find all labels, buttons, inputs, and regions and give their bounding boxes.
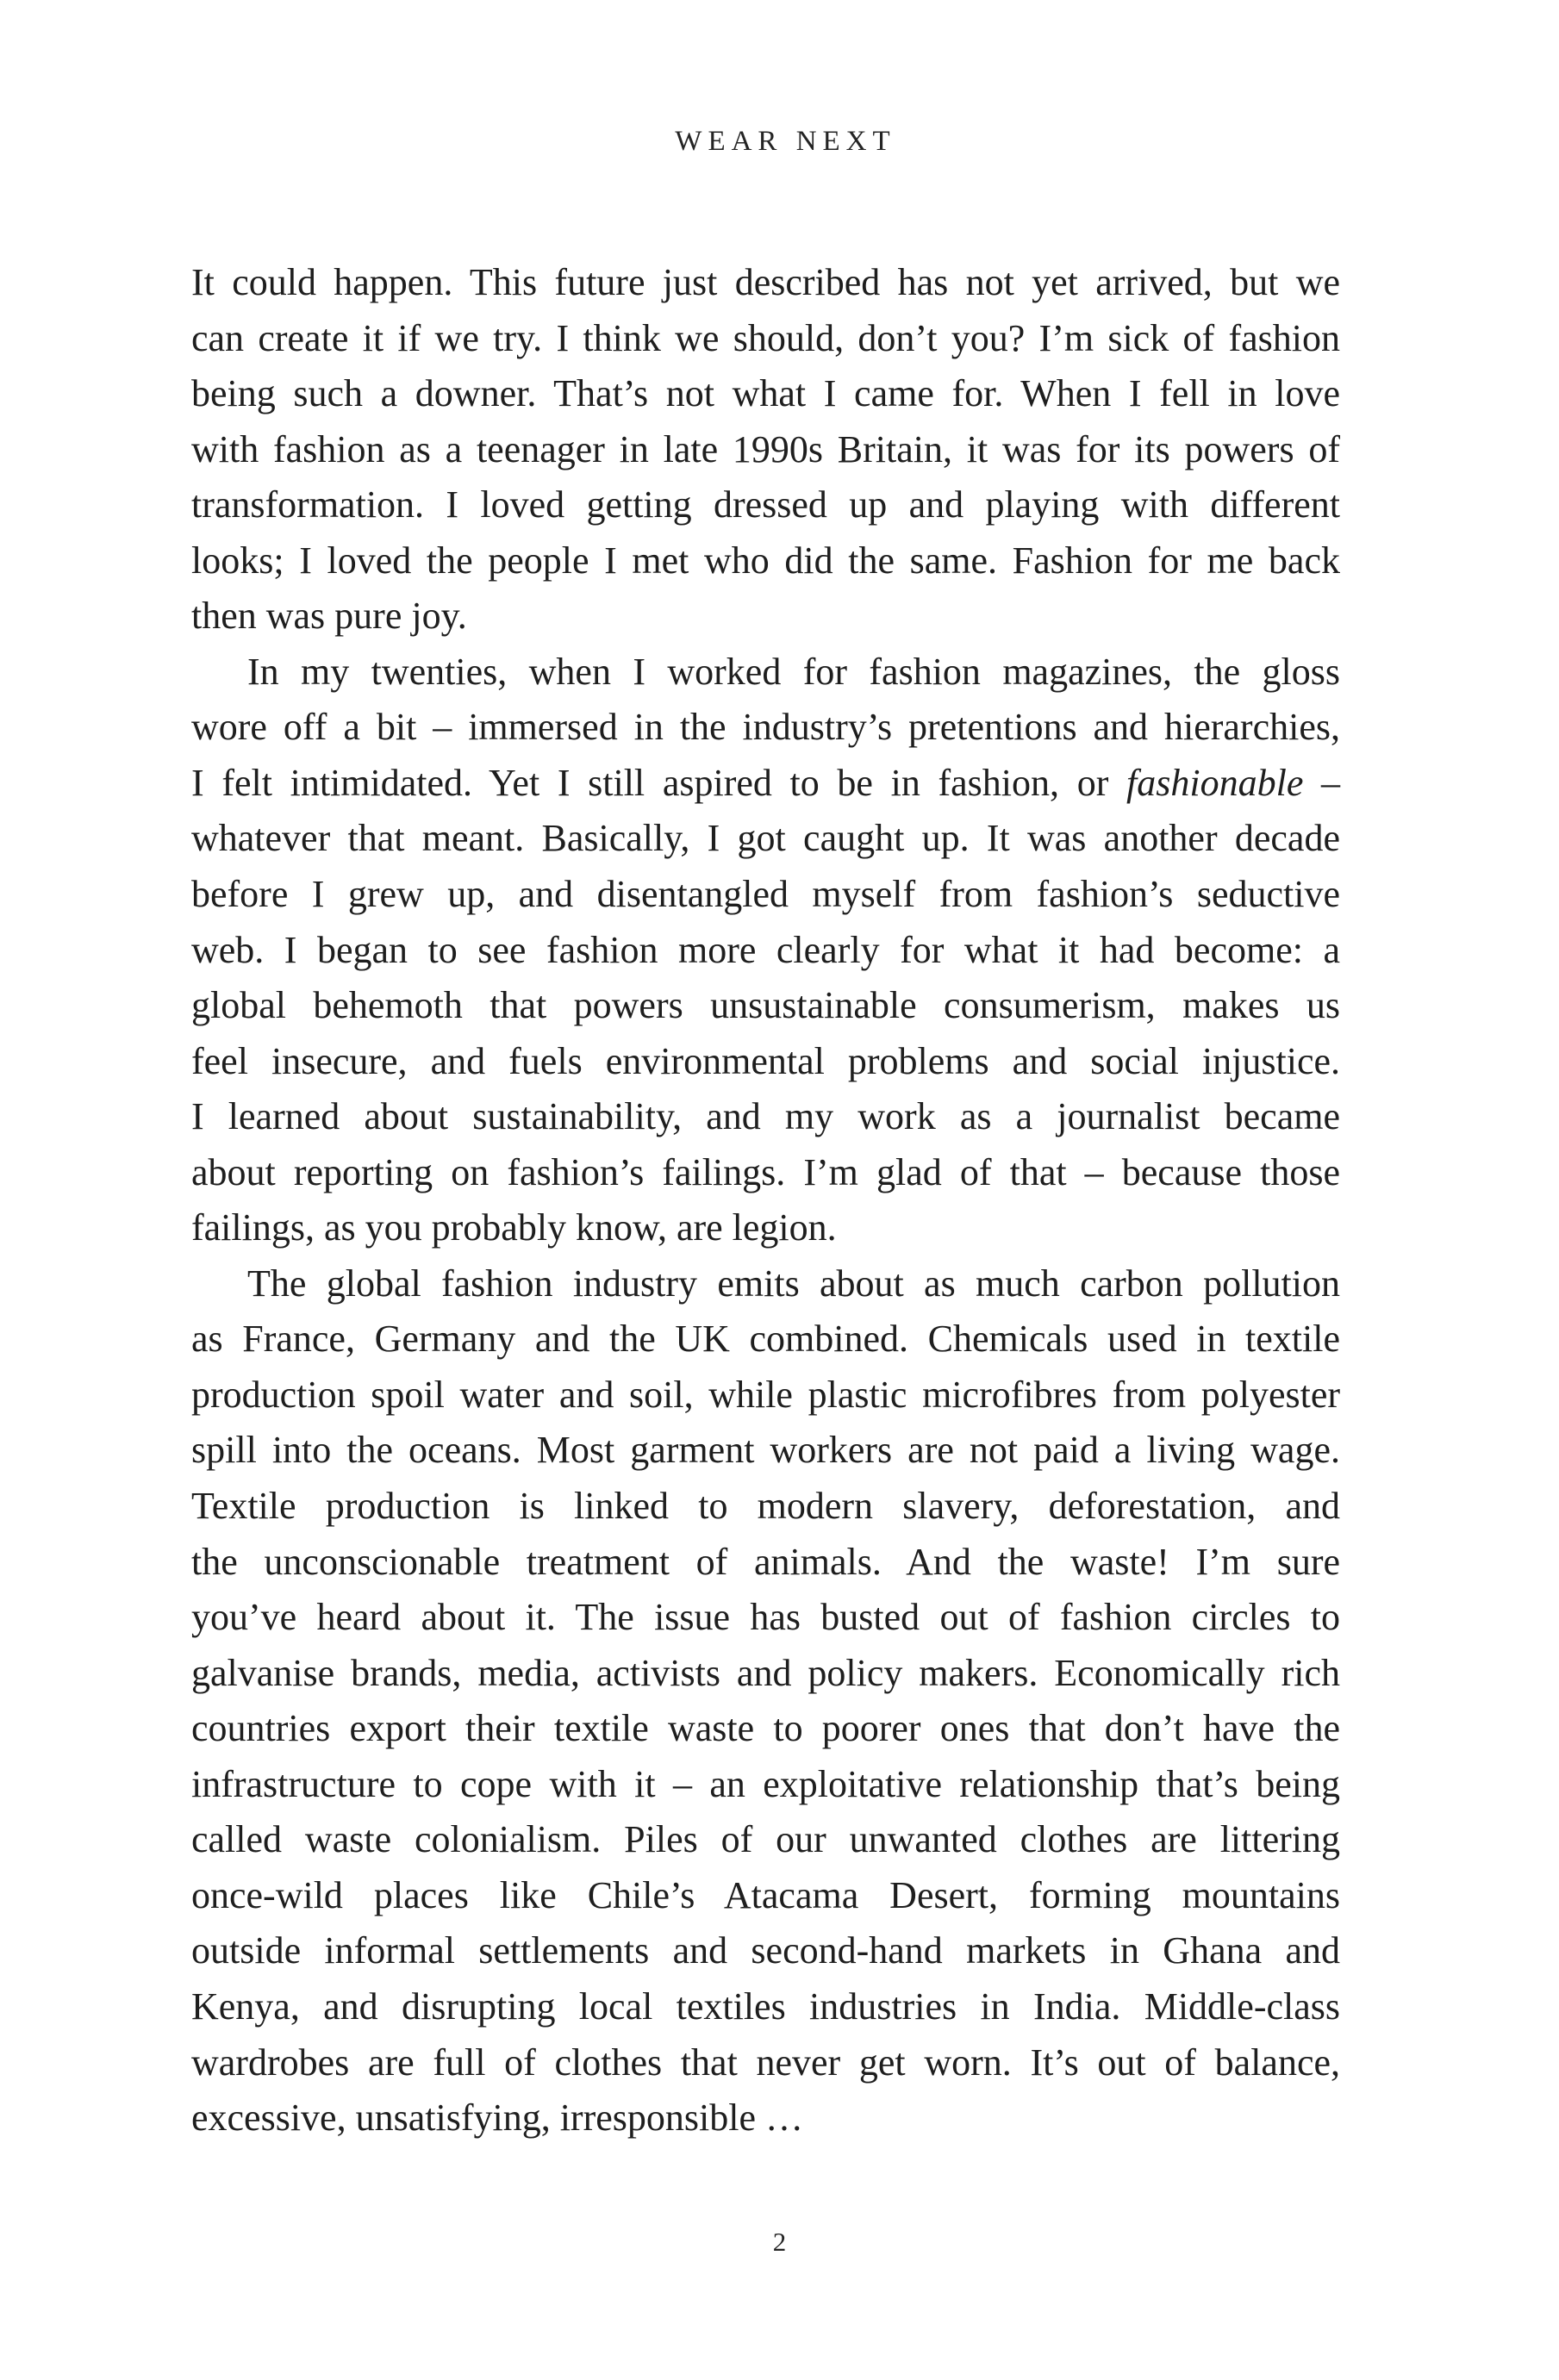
text-line	[191, 811, 1340, 867]
text-segment: I felt intimidated. Yet I still aspired to be in fashion, or	[191, 761, 1127, 804]
text-segment: Kenya, and disrupting local textiles industries in India. Middle-class	[191, 1984, 1340, 2028]
text-line	[191, 1089, 1340, 1145]
text-line	[191, 700, 1340, 756]
text-line	[191, 1868, 1340, 1924]
text-line	[191, 1646, 1340, 1702]
text-line	[191, 1423, 1340, 1479]
text-segment: you’ve heard about it. The issue has busted out of fashion circles to	[191, 1596, 1340, 1639]
text-line	[191, 1812, 1340, 1868]
text-line	[191, 1145, 1340, 1201]
running-header: WEAR NEXT	[675, 126, 896, 157]
text-line	[191, 366, 1340, 422]
text-segment: before I grew up, and disentangled myself from fashion’s seductive	[191, 873, 1340, 916]
text-line	[191, 1590, 1340, 1646]
text-line	[191, 1479, 1340, 1535]
text-line	[191, 422, 1340, 478]
text-line	[191, 2035, 1340, 2091]
text-segment: countries export their textile waste to poorer ones that don’t have the	[191, 1707, 1340, 1750]
text-segment: In my twenties, when I worked for fashion magazines, the gloss	[247, 650, 1340, 693]
text-segment: The global fashion industry emits about as much carbon pollution	[247, 1262, 1340, 1305]
text-segment: failings, as you probably know, are legion.	[191, 1206, 837, 1249]
text-line	[191, 867, 1340, 923]
text-segment: about reporting on fashion’s failings. I’m glad of that – because those	[191, 1150, 1340, 1193]
text-segment: the unconscionable treatment of animals. And the waste! I’m sure	[191, 1540, 1340, 1583]
text-line	[191, 589, 1340, 645]
text-segment: production spoil water and soil, while plastic microfibres from polyester	[191, 1373, 1340, 1416]
text-segment: galvanise brands, media, activists and policy makers. Economically rich	[191, 1651, 1340, 1694]
paragraph	[191, 1256, 1340, 2146]
text-segment: being such a downer. That’s not what I came for. When I fell in love	[191, 372, 1340, 415]
text-line	[191, 1034, 1340, 1090]
text-line	[191, 1701, 1340, 1757]
text-segment: wore off a bit – immersed in the industry’s pretentions and hierarchies,	[191, 706, 1340, 749]
text-segment: Textile production is linked to modern slavery, deforestation, and	[191, 1485, 1340, 1528]
text-segment: It could happen. This future just described has not yet arrived, but we	[191, 261, 1340, 303]
text-line	[191, 311, 1340, 367]
text-segment: excessive, unsatisfying, irresponsible …	[191, 2097, 803, 2140]
text-segment: outside informal settlements and second-hand markets in Ghana and	[191, 1929, 1340, 1972]
italic-text: fashionable	[1126, 761, 1304, 804]
text-line	[191, 533, 1340, 589]
body-text	[191, 255, 1340, 2146]
text-line	[191, 645, 1340, 701]
text-line	[191, 1979, 1340, 2035]
text-line	[191, 1757, 1340, 1813]
text-segment: global behemoth that powers unsustainable consumerism, makes us	[191, 984, 1340, 1027]
text-line	[191, 255, 1340, 311]
text-line	[191, 2090, 1340, 2146]
text-segment: as France, Germany and the UK combined. Chemicals used in textile	[191, 1318, 1340, 1361]
text-line	[191, 978, 1340, 1034]
text-segment: I learned about sustainability, and my work as a journalist became	[191, 1095, 1340, 1138]
text-line	[191, 1535, 1340, 1591]
text-segment: feel insecure, and fuels environmental problems and social injustice.	[191, 1039, 1340, 1082]
text-segment: transformation. I loved getting dressed up and playing with different	[191, 483, 1340, 526]
text-line	[191, 1256, 1340, 1312]
paragraph	[191, 645, 1340, 1256]
text-line	[191, 1200, 1340, 1256]
paragraph	[191, 255, 1340, 645]
text-segment: then was pure joy.	[191, 595, 467, 638]
text-line	[191, 1311, 1340, 1368]
text-segment: whatever that meant. Basically, I got caught up. It was another decade	[191, 817, 1340, 860]
text-segment: called waste colonialism. Piles of our unwanted clothes are littering	[191, 1818, 1340, 1861]
text-segment: looks; I loved the people I met who did the same. Fashion for me back	[191, 539, 1340, 582]
text-line	[191, 477, 1340, 533]
text-segment: once-wild places like Chile’s Atacama Desert, forming mountains	[191, 1873, 1340, 1916]
text-line	[191, 756, 1340, 812]
text-segment: with fashion as a teenager in late 1990s Britain, it was for its powers of	[191, 427, 1340, 470]
text-segment: can create it if we try. I think we should, don’t you? I’m sick of fashion	[191, 316, 1340, 359]
text-segment: infrastructure to cope with it – an exploitative relationship that’s being	[191, 1762, 1340, 1805]
text-line	[191, 923, 1340, 979]
text-segment: wardrobes are full of clothes that never get worn. It’s out of balance,	[191, 2040, 1340, 2084]
text-line	[191, 1368, 1340, 1424]
text-line	[191, 1923, 1340, 1979]
text-segment: –	[1303, 761, 1341, 804]
text-segment: spill into the oceans. Most garment workers are not paid a living wage.	[191, 1429, 1340, 1472]
page-number: 2	[772, 2227, 787, 2257]
text-segment: web. I began to see fashion more clearly for what it had become: a	[191, 928, 1340, 971]
